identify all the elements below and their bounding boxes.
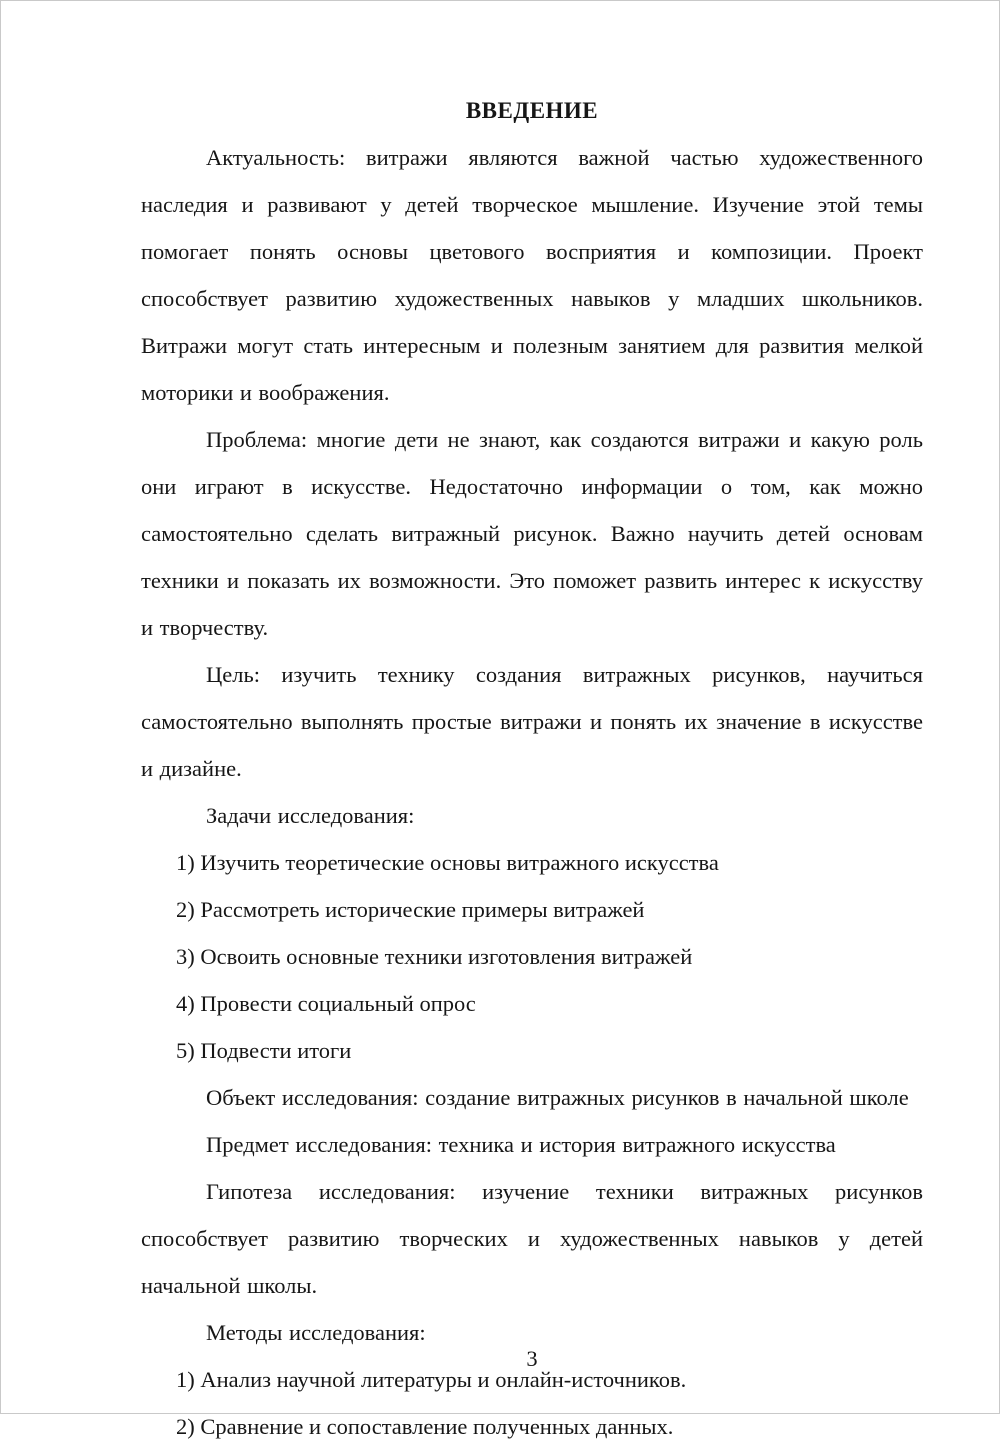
paragraph-metody-heading: Методы исследования: xyxy=(206,1320,426,1345)
task-item-4: 4) Провести социальный опрос xyxy=(176,991,476,1016)
page-title: ВВЕДЕНИЕ xyxy=(465,98,599,123)
paragraph-cel: Цель: изучить технику создания витражных рисунков, научиться самостоятельно выполнять простые витражи и понять их значение в искусстве и дизайне. xyxy=(141,662,923,781)
paragraph-gipoteza: Гипотеза исследования: изучение техники витражных рисунков способствует развитию творческих и художественных навыков у детей начальной школы. xyxy=(141,1179,923,1298)
task-item-1: 1) Изучить теоретические основы витражного искусства xyxy=(176,850,719,875)
paragraph-zadachi-heading: Задачи исследования: xyxy=(206,803,415,828)
paragraph-predmet: Предмет исследования: техника и история витражного искусства xyxy=(206,1132,836,1157)
method-item-1: 1) Анализ научной литературы и онлайн-источников. xyxy=(176,1367,687,1392)
task-item-5: 5) Подвести итоги xyxy=(176,1038,352,1063)
method-item-2: 2) Сравнение и сопоставление полученных данных. xyxy=(176,1414,674,1439)
task-item-2: 2) Рассмотреть исторические примеры витражей xyxy=(176,897,645,922)
paragraph-problema: Проблема: многие дети не знают, как создаются витражи и какую роль они играют в искусстве. Недостаточно информации о том, как можно самостоятельно сделать витражный рисунок. Важно научить детей основам техники и показать их возможности. Это поможет развить интерес к искусству и творчеству. xyxy=(141,427,923,640)
paragraph-obekt: Объект исследования: создание витражных рисунков в начальной школе xyxy=(206,1085,909,1110)
page-number: 3 xyxy=(526,1346,538,1371)
paragraph-aktualnost: Актуальность: витражи являются важной частью художественного наследия и развивают у детей творческое мышление. Изучение этой темы помогает понять основы цветового восприятия и композиции. Проект способствует развитию художественных навыков у младших школьников. Витражи могут стать интересным и полезным занятием для развития мелкой моторики и воображения. xyxy=(141,145,923,405)
task-item-3: 3) Освоить основные техники изготовления витражей xyxy=(176,944,693,969)
